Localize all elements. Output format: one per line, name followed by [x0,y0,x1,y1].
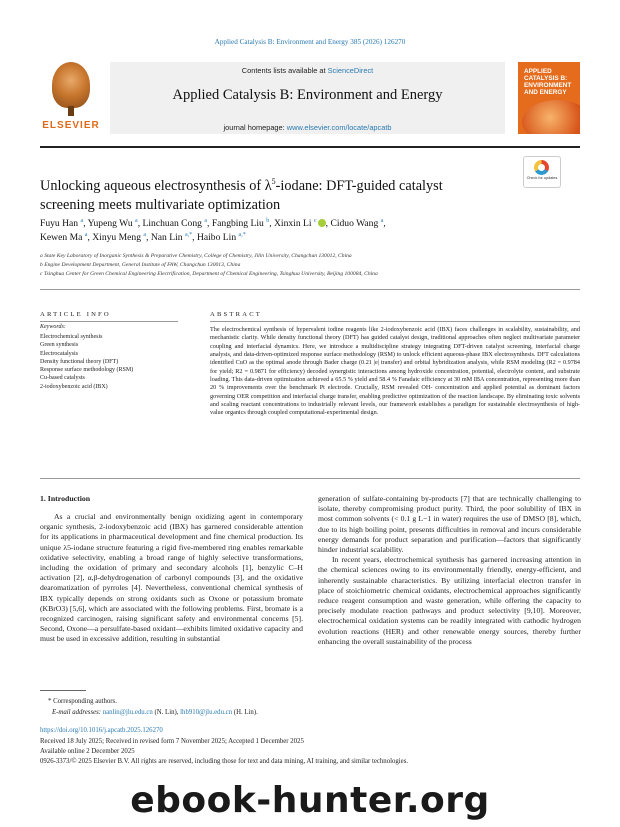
affiliation-marker[interactable]: c [313,218,317,224]
paragraph: In recent years, electrochemical synthesis has garnered increasing attention in the chemical sciences owing to its environmentally friendly, energy-efficient, and inherently sustainable characteristics. By utilizing interfacial electron transfer in place of stoichiometric chemical oxidants, electrochemical approaches significantly reduce reagent consumption and waste generation, while offering the capacity to precisely modulate reaction pathways and product selectivity [9,10]. Moreover, electrochemical oxidation systems can be readily integrated with cathodic hydrogen evolution reactions (HER) and other renewable energy sources, thereby further enhancing the overall sustainability of the process [318,555,581,646]
affiliation-marker[interactable]: a [143,232,147,238]
keyword-item: Green synthesis [40,342,79,349]
crossmark-icon [534,160,549,175]
abstract-rule [210,321,580,322]
affiliation-b: b Engine Development Department, General Institute of FAW, Changchun 130013, China [40,262,241,268]
affiliation-marker[interactable]: a [135,218,138,224]
journal-reference-link[interactable]: Applied Catalysis B: Environment and Energy 385 (2026) 126270 [214,38,406,46]
elsevier-logo [40,62,102,134]
sciencedirect-link[interactable]: ScienceDirect [327,66,374,75]
article-info-rule [40,321,178,322]
author-name[interactable]: Haibo Lin [196,232,239,244]
author-separator: , [192,232,197,244]
corresponding-authors-note: * Corresponding authors. [48,698,117,705]
author-name[interactable]: Yupeng Wu [87,218,136,230]
homepage-link[interactable]: www.elsevier.com/locate/apcatb [286,123,392,132]
email-owner: (N. Lin), [152,709,181,716]
keyword-item: Response surface methodology (RSM) [40,367,134,374]
paragraph: As a crucial and environmentally benign oxidizing agent in contemporary organic synthesis, 2-iodoxybenzoic acid (IBX) has garnered considerable attention for its applications in pharmaceutical development and fine chemical production. Its unique λ5-iodane structure featuring a rigid five-membered ring enables remarkable oxidative selectivity, enabling a broad range of highly selective transformations, including the oxidation of primary and secondary alcohols [1], benzylic C–H activation [2], α,β-dehydrogenation of carbonyl compounds [3], and the oxidative dearomatization of pyrroles [4]. Nevertheless, conventional chemical synthesis of IBX typically depends on strong oxidants such as Oxone or potassium bromate (KBrO3) [5,6], which are associated with the following problems. First, bromate is a recognized carcinogen, raising significant safety and environmental concerns [5]. Second, Oxone—a persulfate-based oxidant—exhibits limited oxidative capacity and must be used in excessive addition, resulting in substantial [40,512,303,644]
affiliation-marker[interactable]: a [84,232,88,238]
article-info-heading: ARTICLE INFO [40,311,111,318]
journal-title: Applied Catalysis B: Environment and Energy [172,87,443,103]
body-column-left [40,512,303,645]
author-separator: , [383,218,386,230]
doi-link[interactable]: https://doi.org/10.1016/j.apcatb.2025.126270 [40,727,163,734]
divider [40,289,580,290]
email-link-nlin[interactable]: nanlin@jlu.edu.cn [102,709,153,716]
affiliation-marker[interactable]: a [80,218,84,224]
elsevier-wordmark: ELSEVIER [42,120,100,131]
author-list-line-1 [40,218,580,229]
author-name[interactable]: Linchuan Cong [142,218,205,230]
affiliation-c: c Tsinghua Center for Green Chemical Engineering Electrification, Department of Chemical Engineering, Tsinghua University, Beijing 100084, China [40,271,378,277]
keyword-item: 2-iodoxybenzoic acid (IBX) [40,383,108,390]
author-name[interactable]: Fangbing Liu [211,218,267,230]
author-separator: , [325,218,331,230]
received-dates: Received 18 July 2025; Received in revised form 7 November 2025; Accepted 1 December 2025 [40,738,304,745]
author-name[interactable]: Xinyu Meng [92,232,144,244]
journal-cover-image[interactable] [518,62,580,134]
author-name[interactable]: Nan Lin [150,232,185,244]
author-separator: , [87,232,93,244]
affiliation-marker[interactable]: a [204,218,208,224]
header-rule [40,146,580,148]
keyword-item: Electrochemical synthesis [40,334,103,340]
email-addresses [52,709,258,716]
journal-homepage [110,123,505,132]
keyword-item: Cu-based catalysts [40,375,85,382]
affiliation-marker[interactable]: b [266,218,270,224]
keywords-label: Keywords: [40,324,66,330]
elsevier-tree-icon [52,62,90,108]
contents-line [110,66,505,75]
affiliation-a: a State Key Laboratory of Inorganic Synthesis & Preparative Chemistry, College of Chemistry, Jilin University, Changchun 130012, China [40,253,352,259]
author-separator: , [269,218,274,230]
email-link-hlin[interactable]: lhb910@jlu.edu.cn [180,709,233,716]
check-for-updates-badge[interactable] [523,156,561,188]
author-name[interactable]: Ciduo Wang [330,218,381,230]
orcid-icon[interactable] [318,219,326,227]
keyword-item: Density functional theory (DFT) [40,358,119,365]
elsevier-tree-trunk [68,106,74,116]
author-list-line-2 [40,232,580,243]
email-label: E-mail addresses: [52,709,103,716]
affiliation-marker[interactable]: a,* [238,232,246,238]
abstract-bottom-rule [40,478,580,479]
copyright-notice: 0926-3373/© 2025 Elsevier B.V. All rights are reserved, including those for text and data mining, AI training, and similar technologies. [40,758,409,765]
footnote-rule [40,690,86,691]
author-separator: , [83,218,88,230]
affiliation-marker[interactable]: a,* [184,232,193,238]
contents-prefix: Contents lists available at [241,66,328,75]
author-separator: , [207,218,212,230]
check-for-updates-label: Check for updates [526,176,558,180]
author-name[interactable]: Kewen Ma [40,232,85,244]
abstract-body: The electrochemical synthesis of hypervalent iodine reagents like 2-iodoxybenzoic acid (IBX) faces challenges in scalability, sustainability, and mechanistic clarity. While density functional theory (DFT) has guided catalyst design, traditional approaches often neglect multivariate parameter coupling and interfacial dynamics. Here, we introduce a multidiscipline strategy integrating DFT-driven catalyst screening, interfacial charge analysis, and data-driven-optimized response surface methodology (RSM) to unlock efficient aqueous-phase IBX electrosynthesis. DFT calculations identified CuO as the optimal anode through Bader charge (0.21 |e| transfer) and orbital hybridization analysis, while RSM modeling (R2 = 0.9784 for yield; R2 = 0.9871 for efficiency) decoded synergistic interactions among hydroxide concentration, potential, electrolyte content, and substrate loading. This data-driven optimization achieved a 65.5 % yield and 58.4 % Faradaic efficiency at 30 mM IBA concentration, representing more than 20 % improvements over the benchmark Pt electrode. Crucially, RSM revealed OH- concentration and applied potential as dominant factors governing OER competition and interfacial charge transfer, enabling predictive optimization of the reaction landscape. By eliminating toxic solvents and scaling reactant concentrations to industrially relevant levels, our framework establishes a paradigm for sustainable electrosynthesis of high-value organics through coupled computational-experimental design. [210,326,580,417]
keyword-item: Electrocatalysis [40,350,78,357]
available-online-date: Available online 2 December 2025 [40,748,135,755]
watermark: ebook-hunter.org [130,780,490,821]
author-name[interactable]: Xinxin Li [273,218,314,230]
author-separator: , [146,232,151,244]
author-name[interactable]: Fuyu Han [40,218,81,230]
body-column-right [318,494,581,647]
journal-cover-title: APPLIED CATALYSIS B: ENVIRONMENT AND ENERGY [524,68,572,96]
email-owner: (H. Lin). [232,709,258,716]
article-title: Unlocking aqueous electrosynthesis of $\lambda^5$-iodane: DFT-guided catalyst screening meets multivariate optimization [40,177,443,213]
author-separator: , [137,218,143,230]
section-heading-introduction: 1. Introduction [40,494,91,503]
cover-artwork [522,100,580,134]
paragraph: generation of sulfate-containing by-products [7] that are technically challenging to isolate, thereby compromising product purity. Third, the poor solubility of IBX in most common solvents (< 0.1 g L−1 in water) requires the use of DMSO [8], which, due to its high boiling point, presents difficulties in removal and incurs considerable energy demands for product separation and purification—factors that significantly hinder industrial scalability. [318,494,581,555]
abstract-heading: ABSTRACT [210,311,263,318]
keywords-list [40,333,180,391]
affiliation-marker[interactable]: a [380,218,384,224]
homepage-prefix: journal homepage: [223,123,287,132]
